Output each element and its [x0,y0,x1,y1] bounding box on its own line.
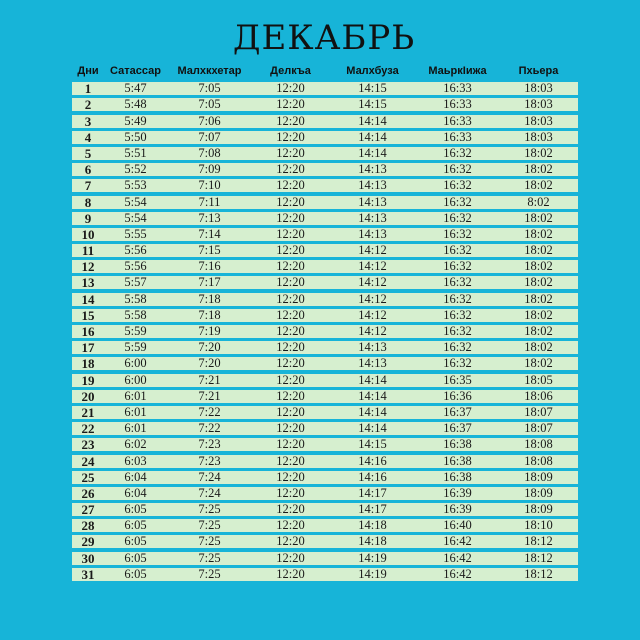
pkhera-cell: 18:02 [524,259,553,274]
table-row [72,179,578,192]
pkhera-cell: 18:09 [524,502,553,517]
satassar-cell: 6:00 [124,372,147,387]
delka-cell: 12:20 [276,226,305,241]
satassar-cell: 5:57 [124,275,147,290]
malkhbuza-cell: 14:12 [358,243,387,258]
page-title: ДЕКАБРЬ [232,18,416,58]
pkhera-cell: 18:07 [524,421,553,436]
day-cell: 22 [81,421,95,437]
malkhbuza-cell: 14:12 [358,307,387,322]
header-satassar: Сатассар [110,65,161,77]
malkhbuza-cell: 14:14 [358,372,387,387]
delka-cell: 12:20 [276,194,305,209]
day-cell: 27 [81,502,95,518]
pkhera-cell: 18:02 [524,291,553,306]
markizha-cell: 16:32 [443,307,472,322]
satassar-cell: 5:53 [124,178,147,193]
table-row [72,487,578,500]
malkhketar-cell: 7:23 [198,437,221,452]
table-row [72,82,578,95]
pkhera-cell: 18:12 [524,550,553,565]
malkhbuza-cell: 14:14 [358,404,387,419]
pkhera-cell: 18:09 [524,485,553,500]
malkhbuza-cell: 14:13 [358,178,387,193]
table-row [72,212,578,225]
day-cell: 3 [84,113,92,129]
table-row [72,535,578,548]
malkhketar-cell: 7:20 [198,356,221,371]
day-cell: 30 [81,550,95,566]
markizha-cell: 16:39 [443,502,472,517]
malkhbuza-cell: 14:12 [358,259,387,274]
malkhketar-cell: 7:18 [198,307,221,322]
satassar-cell: 5:47 [124,81,147,96]
satassar-cell: 6:05 [124,550,147,565]
day-cell: 10 [81,226,95,242]
delka-cell: 12:20 [276,566,305,581]
malkhbuza-cell: 14:12 [358,275,387,290]
satassar-cell: 5:56 [124,243,147,258]
malkhbuza-cell: 14:19 [358,550,387,565]
table-body [72,82,578,581]
markizha-cell: 16:42 [443,566,472,581]
day-cell: 5 [84,145,92,161]
pkhera-cell: 18:10 [524,518,553,533]
satassar-cell: 5:58 [124,291,147,306]
malkhketar-cell: 7:18 [198,291,221,306]
delka-cell: 12:20 [276,178,305,193]
malkhketar-cell: 7:25 [198,534,221,549]
delka-cell: 12:20 [276,502,305,517]
markizha-cell: 16:38 [443,437,472,452]
markizha-cell: 16:42 [443,550,472,565]
malkhbuza-cell: 14:13 [358,226,387,241]
malkhbuza-cell: 14:14 [358,113,387,128]
malkhketar-cell: 7:15 [198,243,221,258]
satassar-cell: 6:05 [124,566,147,581]
satassar-cell: 6:02 [124,437,147,452]
satassar-cell: 5:51 [124,145,147,160]
malkhketar-cell: 7:05 [198,81,221,96]
malkhbuza-cell: 14:12 [358,291,387,306]
malkhbuza-cell: 14:13 [358,194,387,209]
delka-cell: 12:20 [276,81,305,96]
delka-cell: 12:20 [276,145,305,160]
table-row [72,552,578,565]
markizha-cell: 16:33 [443,97,472,112]
delka-cell: 12:20 [276,485,305,500]
markizha-cell: 16:36 [443,388,472,403]
header-pkhera: Пхьера [518,65,559,77]
delka-cell: 12:20 [276,324,305,338]
delka-cell: 12:20 [276,421,305,436]
delka-cell: 12:20 [276,437,305,452]
table-row [72,471,578,484]
markizha-cell: 16:32 [443,243,472,258]
pkhera-cell: 8:02 [527,194,550,209]
satassar-cell: 6:05 [124,502,147,517]
malkhbuza-cell: 14:14 [358,388,387,403]
delka-cell: 12:20 [276,291,305,306]
delka-cell: 12:20 [276,162,305,177]
satassar-cell: 6:00 [124,356,147,371]
markizha-cell: 16:32 [443,324,472,338]
table-row [72,374,578,387]
delka-cell: 12:20 [276,307,305,322]
markizha-cell: 16:32 [443,178,472,193]
day-cell: 31 [81,566,95,582]
markizha-cell: 16:32 [443,145,472,160]
malkhketar-cell: 7:17 [198,275,221,290]
malkhbuza-cell: 14:14 [358,129,387,144]
pkhera-cell: 18:08 [524,453,553,468]
pkhera-cell: 18:02 [524,145,553,160]
table-row [72,309,578,322]
pkhera-cell: 18:03 [524,97,553,112]
day-cell: 8 [84,194,92,210]
delka-cell: 12:20 [276,388,305,403]
day-cell: 15 [81,307,95,323]
table-header [72,63,578,79]
pkhera-cell: 18:07 [524,404,553,419]
header-malkhketar: Малхкхетар [177,65,242,77]
pkhera-cell: 18:06 [524,388,553,403]
malkhketar-cell: 7:25 [198,518,221,533]
day-cell: 14 [81,291,95,307]
day-cell: 13 [81,275,95,291]
markizha-cell: 16:33 [443,113,472,128]
malkhbuza-cell: 14:17 [358,502,387,517]
table-row [72,293,578,306]
markizha-cell: 16:37 [443,404,472,419]
pkhera-cell: 18:02 [524,307,553,322]
table-row [72,503,578,516]
day-cell: 20 [81,388,95,404]
malkhbuza-cell: 14:16 [358,453,387,468]
table-row [72,341,578,354]
markizha-cell: 16:32 [443,194,472,209]
satassar-cell: 6:04 [124,485,147,500]
header-days: Дни [77,65,99,77]
pkhera-cell: 18:03 [524,81,553,96]
schedule-table [72,63,578,581]
markizha-cell: 16:35 [443,372,472,387]
pkhera-cell: 18:12 [524,566,553,581]
day-cell: 4 [84,129,92,145]
delka-cell: 12:20 [276,453,305,468]
satassar-cell: 5:59 [124,324,147,338]
delka-cell: 12:20 [276,275,305,290]
day-cell: 11 [81,243,95,259]
table-row [72,163,578,176]
malkhketar-cell: 7:24 [198,469,221,484]
satassar-cell: 5:48 [124,97,147,112]
malkhketar-cell: 7:25 [198,566,221,581]
table-row [72,406,578,419]
satassar-cell: 6:01 [124,388,147,403]
satassar-cell: 6:05 [124,534,147,549]
malkhbuza-cell: 14:14 [358,421,387,436]
markizha-cell: 16:37 [443,421,472,436]
delka-cell: 12:20 [276,113,305,128]
markizha-cell: 16:32 [443,291,472,306]
malkhketar-cell: 7:08 [198,145,221,160]
table-row [72,147,578,160]
malkhbuza-cell: 14:15 [358,81,387,96]
day-cell: 24 [81,453,95,469]
satassar-cell: 5:49 [124,113,147,128]
malkhketar-cell: 7:22 [198,404,221,419]
malkhbuza-cell: 14:16 [358,469,387,484]
delka-cell: 12:20 [276,259,305,274]
day-cell: 12 [81,259,95,275]
satassar-cell: 6:01 [124,404,147,419]
markizha-cell: 16:32 [443,259,472,274]
delka-cell: 12:20 [276,210,305,225]
table-row [72,276,578,289]
malkhketar-cell: 7:14 [198,226,221,241]
pkhera-cell: 18:02 [524,324,553,338]
malkhbuza-cell: 14:12 [358,324,387,338]
day-cell: 18 [81,356,95,372]
satassar-cell: 6:05 [124,518,147,533]
markizha-cell: 16:33 [443,129,472,144]
day-cell: 17 [81,340,95,356]
table-row [72,131,578,144]
satassar-cell: 5:56 [124,259,147,274]
malkhbuza-cell: 14:13 [358,210,387,225]
delka-cell: 12:20 [276,550,305,565]
markizha-cell: 16:39 [443,485,472,500]
malkhbuza-cell: 14:18 [358,518,387,533]
day-cell: 23 [81,437,95,453]
malkhketar-cell: 7:11 [198,194,221,209]
pkhera-cell: 18:03 [524,129,553,144]
day-cell: 1 [84,81,92,97]
satassar-cell: 5:54 [124,194,147,209]
table-row [72,325,578,338]
malkhketar-cell: 7:09 [198,162,221,177]
pkhera-cell: 18:02 [524,340,553,355]
day-cell: 21 [81,404,95,420]
markizha-cell: 16:32 [443,356,472,371]
satassar-cell: 5:55 [124,226,147,241]
markizha-cell: 16:32 [443,210,472,225]
day-cell: 16 [81,324,95,339]
malkhbuza-cell: 14:15 [358,437,387,452]
table-row [72,422,578,435]
delka-cell: 12:20 [276,534,305,549]
table-row [72,244,578,257]
pkhera-cell: 18:02 [524,162,553,177]
pkhera-cell: 18:02 [524,210,553,225]
pkhera-cell: 18:02 [524,178,553,193]
satassar-cell: 6:01 [124,421,147,436]
malkhbuza-cell: 14:13 [358,340,387,355]
markizha-cell: 16:42 [443,534,472,549]
malkhketar-cell: 7:20 [198,340,221,355]
markizha-cell: 16:32 [443,226,472,241]
day-cell: 29 [81,534,95,550]
pkhera-cell: 18:02 [524,356,553,371]
malkhketar-cell: 7:06 [198,113,221,128]
delka-cell: 12:20 [276,372,305,387]
delka-cell: 12:20 [276,97,305,112]
pkhera-cell: 18:02 [524,243,553,258]
satassar-cell: 5:54 [124,210,147,225]
satassar-cell: 5:52 [124,162,147,177]
delka-cell: 12:20 [276,518,305,533]
markizha-cell: 16:40 [443,518,472,533]
markizha-cell: 16:32 [443,340,472,355]
table-row [72,568,578,581]
table-row [72,228,578,241]
markizha-cell: 16:33 [443,81,472,96]
pkhera-cell: 18:02 [524,275,553,290]
markizha-cell: 16:32 [443,162,472,177]
pkhera-cell: 18:08 [524,437,553,452]
table-row [72,438,578,451]
day-cell: 19 [81,372,95,388]
satassar-cell: 6:03 [124,453,147,468]
header-markizha: МаьркIижа [428,65,487,77]
header-malkhbuza: Малхбуза [346,65,399,77]
malkhketar-cell: 7:05 [198,97,221,112]
malkhketar-cell: 7:21 [198,388,221,403]
day-cell: 9 [84,210,92,226]
malkhbuza-cell: 14:18 [358,534,387,549]
table-row [72,357,578,370]
malkhketar-cell: 7:22 [198,421,221,436]
day-cell: 28 [81,518,95,534]
delka-cell: 12:20 [276,340,305,355]
day-cell: 6 [84,162,92,178]
day-cell: 2 [84,97,92,113]
malkhbuza-cell: 14:13 [358,162,387,177]
malkhketar-cell: 7:25 [198,502,221,517]
pkhera-cell: 18:12 [524,534,553,549]
markizha-cell: 16:32 [443,275,472,290]
markizha-cell: 16:38 [443,453,472,468]
day-cell: 7 [84,178,92,194]
pkhera-cell: 18:02 [524,226,553,241]
malkhbuza-cell: 14:14 [358,145,387,160]
malkhketar-cell: 7:10 [198,178,221,193]
pkhera-cell: 18:03 [524,113,553,128]
satassar-cell: 5:50 [124,129,147,144]
header-delka: Делкъа [270,65,311,77]
malkhketar-cell: 7:23 [198,453,221,468]
delka-cell: 12:20 [276,243,305,258]
table-row [72,519,578,532]
table-row [72,390,578,403]
pkhera-cell: 18:09 [524,469,553,484]
day-cell: 26 [81,485,95,501]
satassar-cell: 5:59 [124,340,147,355]
malkhketar-cell: 7:07 [198,129,221,144]
table-row [72,455,578,468]
malkhbuza-cell: 14:15 [358,97,387,112]
malkhketar-cell: 7:24 [198,485,221,500]
satassar-cell: 6:04 [124,469,147,484]
malkhbuza-cell: 14:17 [358,485,387,500]
delka-cell: 12:20 [276,469,305,484]
table-row [72,98,578,111]
malkhketar-cell: 7:19 [198,324,221,338]
satassar-cell: 5:58 [124,307,147,322]
day-cell: 25 [81,469,95,485]
table-row [72,196,578,209]
markizha-cell: 16:38 [443,469,472,484]
delka-cell: 12:20 [276,404,305,419]
table-row [72,260,578,273]
pkhera-cell: 18:05 [524,372,553,387]
malkhketar-cell: 7:13 [198,210,221,225]
malkhketar-cell: 7:25 [198,550,221,565]
table-row [72,115,578,128]
delka-cell: 12:20 [276,356,305,371]
malkhketar-cell: 7:21 [198,372,221,387]
malkhketar-cell: 7:16 [198,259,221,274]
malkhbuza-cell: 14:19 [358,566,387,581]
delka-cell: 12:20 [276,129,305,144]
malkhbuza-cell: 14:13 [358,356,387,371]
